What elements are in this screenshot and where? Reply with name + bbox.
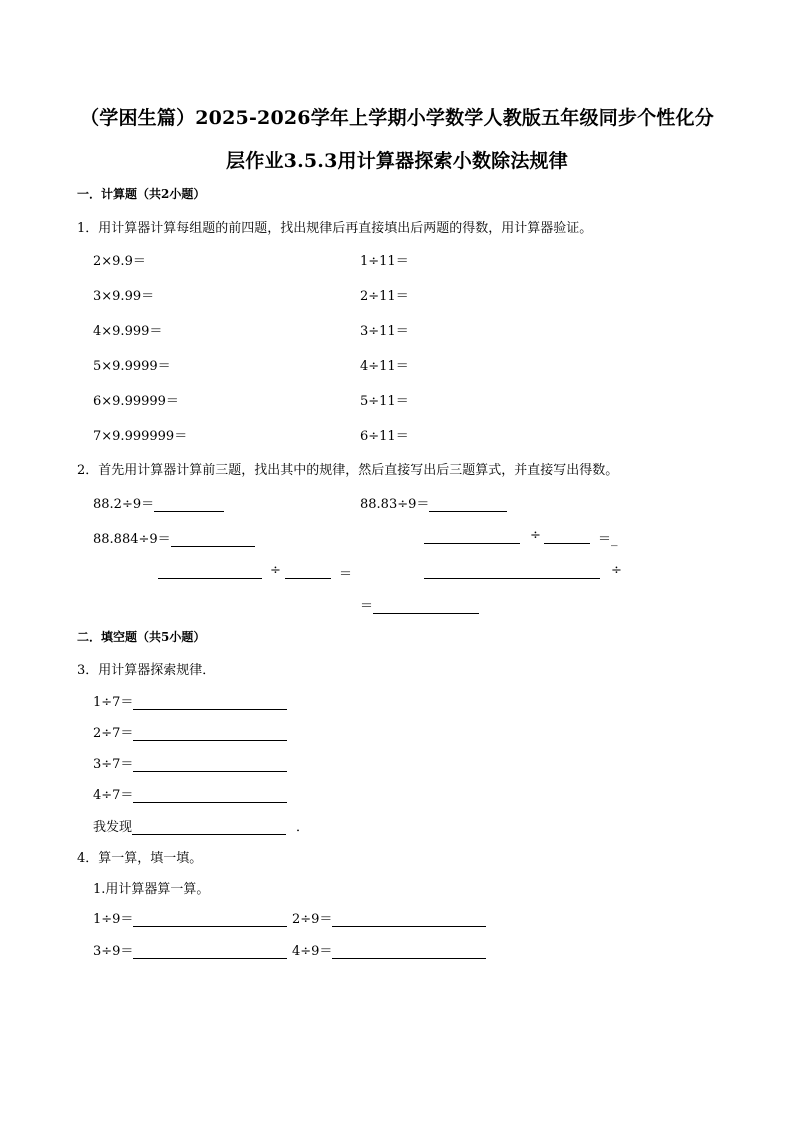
q3-expression-2: 2÷7＝ bbox=[93, 726, 134, 741]
question-3-stem: 3．用计算器探索规律． bbox=[77, 663, 216, 678]
q2-divide-sign-4: ÷ bbox=[530, 528, 541, 543]
q1-right-item-2: 2÷11＝ bbox=[360, 289, 409, 304]
q2-row2-left bbox=[93, 528, 255, 547]
q2-divide-sign-5: ÷ bbox=[270, 563, 281, 578]
question-2-stem: 2．首先用计算器计算前三题，找出其中的规律，然后直接写出后三题算式，并直接写出得数。 bbox=[77, 463, 619, 478]
q3-expression-1: 1÷7＝ bbox=[93, 695, 134, 710]
q3-item-4 bbox=[93, 784, 287, 803]
q2-answer-blank-b[interactable] bbox=[429, 497, 507, 512]
q2-row4 bbox=[360, 595, 479, 614]
q4-sub-instruction: 1.用计算器算一算。 bbox=[93, 882, 210, 897]
section-2-heading: 二．填空题（共5小题） bbox=[77, 630, 206, 644]
q4-item-4 bbox=[292, 940, 486, 959]
q3-item-1 bbox=[93, 691, 287, 710]
q2-answer-blank-6[interactable] bbox=[373, 599, 479, 614]
q4-answer-blank-2[interactable] bbox=[332, 912, 486, 927]
q1-left-item-4: 5×9.9999＝ bbox=[93, 359, 171, 374]
q1-right-item-6: 6÷11＝ bbox=[360, 429, 409, 444]
q3-finding-blank[interactable] bbox=[132, 820, 286, 835]
q2-blank-divisor-4[interactable] bbox=[544, 529, 590, 544]
document-title-line-2: 层作业3.5.3用计算器探索小数除法规律 bbox=[226, 150, 568, 172]
q1-left-item-2: 3×9.99＝ bbox=[93, 289, 155, 304]
q2-row1-right bbox=[360, 493, 507, 512]
q2-equals-5: ＝ bbox=[339, 567, 353, 582]
section-1-heading: 一．计算题（共2小题） bbox=[77, 187, 206, 201]
q4-expression-2: 2÷9＝ bbox=[292, 912, 333, 927]
q1-left-item-5: 6×9.99999＝ bbox=[93, 394, 179, 409]
q2-answer-blank-a[interactable] bbox=[154, 497, 224, 512]
q4-answer-blank-4[interactable] bbox=[332, 944, 486, 959]
document-title-line-1: （学困生篇）2025-2026学年上学期小学数学人教版五年级同步个性化分 bbox=[80, 107, 714, 129]
q2-row1-left bbox=[93, 493, 224, 512]
q3-finding bbox=[93, 816, 309, 835]
q3-answer-blank-2[interactable] bbox=[133, 726, 287, 741]
q2-blank-dividend-4[interactable] bbox=[424, 529, 520, 544]
q4-answer-blank-1[interactable] bbox=[133, 912, 287, 927]
q3-item-3 bbox=[93, 753, 287, 772]
q1-left-item-6: 7×9.999999＝ bbox=[93, 429, 188, 444]
q4-expression-3: 3÷9＝ bbox=[93, 944, 134, 959]
q1-right-item-1: 1÷11＝ bbox=[360, 254, 409, 269]
q4-item-1 bbox=[93, 908, 287, 927]
q1-right-item-5: 5÷11＝ bbox=[360, 394, 409, 409]
q2-expression-b: 88.83÷9＝ bbox=[360, 497, 430, 512]
q1-left-item-3: 4×9.999＝ bbox=[93, 324, 163, 339]
q2-equals-tail-4: ＝_ bbox=[598, 532, 618, 547]
q2-blank-divisor-5[interactable] bbox=[285, 564, 331, 579]
q4-answer-blank-3[interactable] bbox=[133, 944, 287, 959]
q2-blank-dividend-6[interactable] bbox=[424, 564, 600, 579]
q3-answer-blank-1[interactable] bbox=[133, 695, 287, 710]
q3-expression-3: 3÷7＝ bbox=[93, 757, 134, 772]
q4-item-3 bbox=[93, 940, 287, 959]
q1-left-item-1: 2×9.9＝ bbox=[93, 254, 146, 269]
q2-expression-a: 88.2÷9＝ bbox=[93, 497, 155, 512]
q2-equals-6: ＝ bbox=[360, 599, 374, 614]
q4-expression-4: 4÷9＝ bbox=[292, 944, 333, 959]
q3-expression-4: 4÷7＝ bbox=[93, 788, 134, 803]
q2-blank-dividend-5[interactable] bbox=[158, 564, 262, 579]
q3-item-2 bbox=[93, 722, 287, 741]
q3-answer-blank-3[interactable] bbox=[133, 757, 287, 772]
q3-period: ． bbox=[296, 820, 310, 835]
q3-finding-label: 我发现 bbox=[93, 820, 133, 835]
q2-answer-blank-c[interactable] bbox=[171, 532, 255, 547]
question-4-stem: 4．算一算，填一填。 bbox=[77, 851, 203, 866]
q1-right-item-4: 4÷11＝ bbox=[360, 359, 409, 374]
question-1-stem: 1．用计算器计算每组题的前四题，找出规律后再直接填出后两题的得数，用计算器验证。 bbox=[77, 221, 593, 236]
q3-answer-blank-4[interactable] bbox=[133, 788, 287, 803]
q4-item-2 bbox=[292, 908, 486, 927]
q4-expression-1: 1÷9＝ bbox=[93, 912, 134, 927]
q2-divide-sign-6: ÷ bbox=[611, 563, 622, 578]
q2-expression-c: 88.884÷9＝ bbox=[93, 532, 171, 547]
q1-right-item-3: 3÷11＝ bbox=[360, 324, 409, 339]
